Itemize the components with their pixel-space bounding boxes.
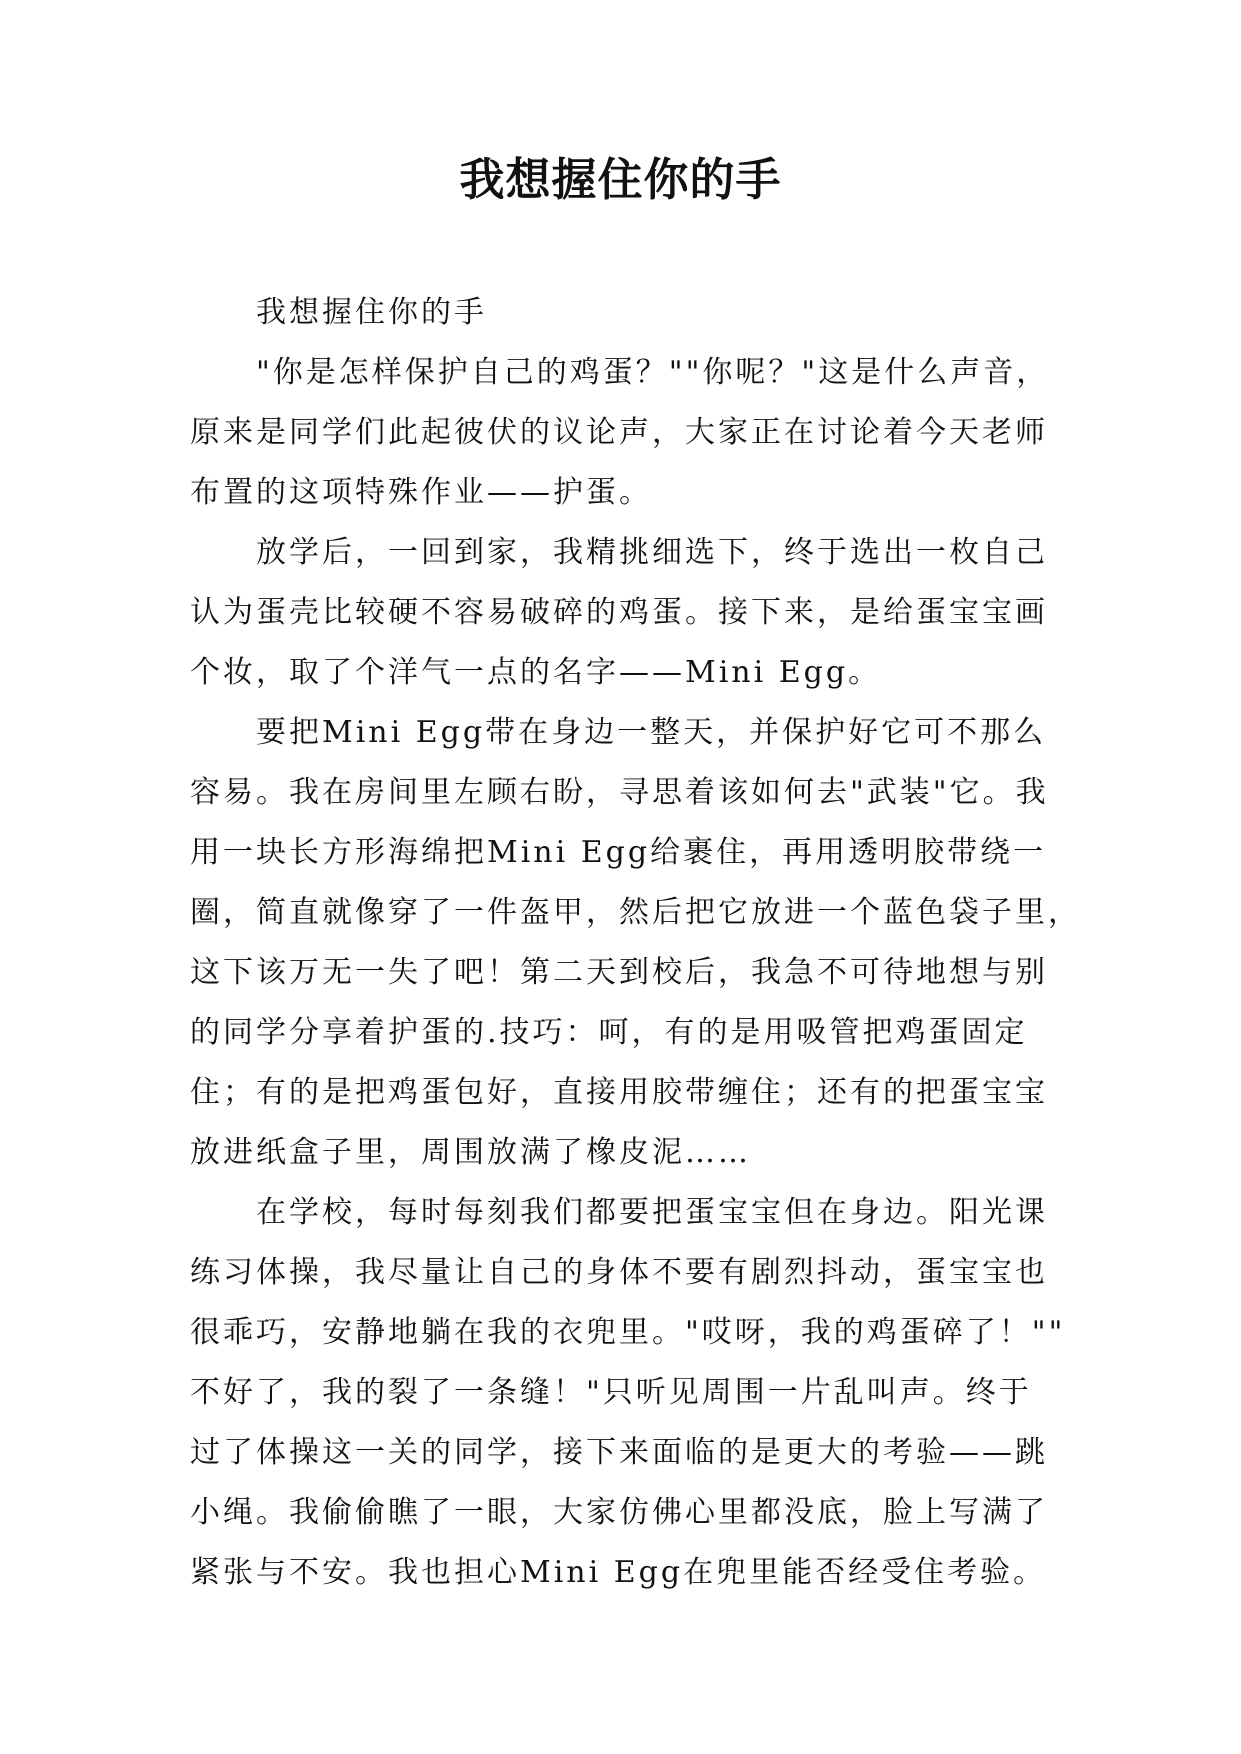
text-line: 容易。我在房间里左顾右盼，寻思着该如何去"武装"它。我: [190, 775, 1049, 810]
text-line: 不好了，我的裂了一条缝！"只听见周围一片乱叫声。终于: [190, 1375, 1032, 1410]
text-line: 在学校，每时每刻我们都要把蛋宝宝但在身边。阳光课: [256, 1195, 1048, 1230]
text-line: 认为蛋壳比较硬不容易破碎的鸡蛋。接下来，是给蛋宝宝画: [190, 595, 1048, 630]
text-line: 的同学分享着护蛋的.技巧：呵，有的是用吸管把鸡蛋固定: [190, 1015, 1028, 1050]
text-line: 练习体操，我尽量让自己的身体不要有剧烈抖动，蛋宝宝也: [190, 1255, 1048, 1290]
text-line: 要把Mini Egg带在身边一整天，并保护好它可不那么: [256, 715, 1047, 750]
text-line: 过了体操这一关的同学，接下来面临的是更大的考验——跳: [190, 1435, 1048, 1470]
text-line: 布置的这项特殊作业——护蛋。: [190, 475, 652, 510]
text-line: 小绳。我偷偷瞧了一眼，大家仿佛心里都没底，脸上写满了: [190, 1495, 1048, 1530]
document-body: [190, 283, 1081, 1603]
text-line: 我想握住你的手: [256, 295, 487, 330]
text-line: 圈，简直就像穿了一件盔甲，然后把它放进一个蓝色袋子里，: [190, 895, 1081, 930]
text-line: 很乖巧，安静地躺在我的衣兜里。"哎呀，我的鸡蛋碎了！"": [190, 1315, 1066, 1350]
text-line: 紧张与不安。我也担心Mini Egg在兜里能否经受住考验。: [190, 1555, 1047, 1590]
text-line: 用一块长方形海绵把Mini Egg给裹住，再用透明胶带绕一: [190, 835, 1047, 870]
text-line: 原来是同学们此起彼伏的议论声，大家正在讨论着今天老师: [190, 415, 1048, 450]
text-line: 个妆，取了个洋气一点的名字——Mini Egg。: [190, 655, 882, 690]
document-title: 我想握住你的手: [459, 153, 782, 206]
text-line: 住；有的是把鸡蛋包好，直接用胶带缠住；还有的把蛋宝宝: [190, 1075, 1048, 1110]
text-line: 放学后，一回到家，我精挑细选下，终于选出一枚自己: [256, 535, 1048, 570]
text-line: 放进纸盒子里，周围放满了橡皮泥……: [190, 1135, 751, 1170]
text-line: 这下该万无一失了吧！第二天到校后，我急不可待地想与别: [190, 955, 1048, 990]
text-line: "你是怎样保护自己的鸡蛋？""你呢？"这是什么声音，: [256, 355, 1050, 390]
